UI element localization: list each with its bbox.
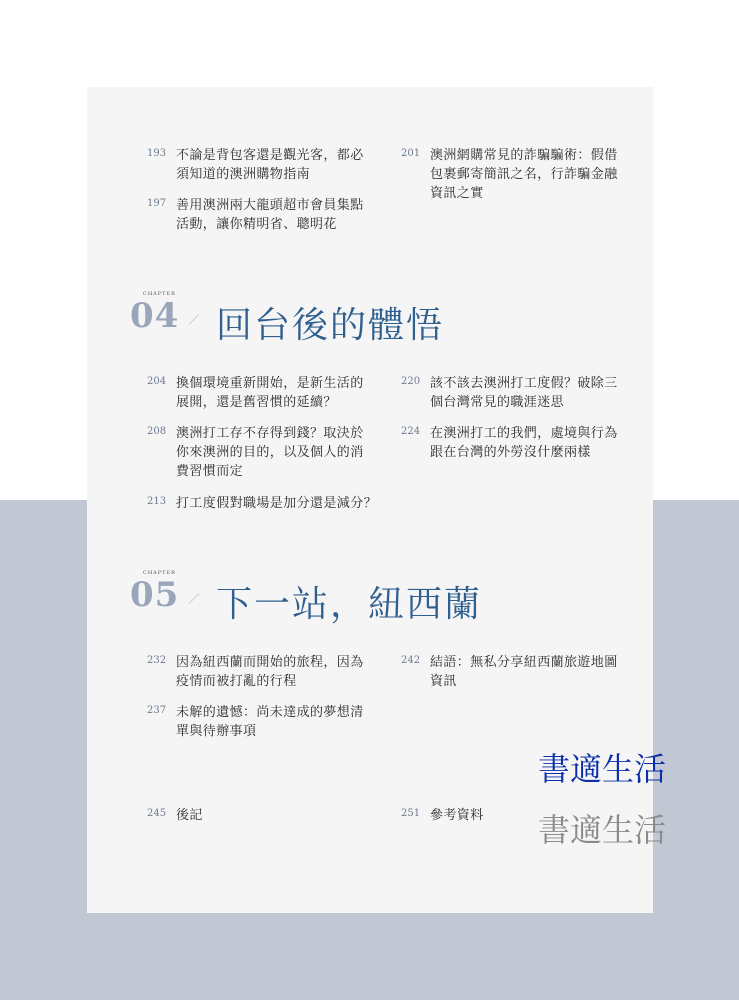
watermark-blue: 書適生活	[538, 750, 667, 788]
chapter-title: 下一站，紐西蘭	[216, 584, 483, 625]
chapter-number: 04	[130, 296, 180, 336]
page-number: 197	[147, 198, 167, 209]
chapter-number: 05	[130, 575, 180, 615]
entry-title: 在澳洲打工的我們，處境與行為跟在台灣的外勞沒什麼兩樣	[430, 426, 618, 460]
entry-title: 該不該去澳洲打工度假？破除三個台灣常見的職涯迷思	[430, 376, 618, 410]
watermark-gray: 書適生活	[538, 811, 667, 849]
page-number: 213	[147, 496, 167, 507]
page-number: 237	[147, 705, 167, 716]
page-number: 224	[401, 426, 421, 437]
entry-title: 不論是背包客還是觀光客，都必須知道的澳洲購物指南	[176, 148, 364, 182]
page-number: 201	[401, 148, 421, 159]
page-number: 193	[147, 148, 167, 159]
entry-title: 換個環境重新開始，是新生活的展開，還是舊習慣的延續？	[176, 376, 364, 410]
page-number: 242	[401, 655, 421, 666]
page-number: 251	[401, 808, 421, 819]
entry-title: 打工度假對職場是加分還是減分？	[176, 496, 378, 511]
chapter-title: 回台後的體悟	[216, 305, 445, 346]
entry-title: 澳洲打工存不存得到錢？取決於你來澳洲的目的，以及個人的消費習慣而定	[176, 426, 364, 479]
page-number: 204	[147, 376, 167, 387]
entry-title: 善用澳洲兩大龍頭超市會員集點活動，讓你精明省、聰明花	[176, 198, 364, 232]
chapter-divider	[189, 593, 200, 604]
chapter-label: CHAPTER	[143, 291, 176, 297]
entry-title: 因為紐西蘭而開始的旅程，因為疫情而被打亂的行程	[176, 655, 364, 689]
entry-title: 未解的遺憾：尚未達成的夢想清單與待辦事項	[176, 705, 364, 739]
entry-title: 參考資料	[430, 808, 484, 823]
page-number: 232	[147, 655, 167, 666]
page-number: 208	[147, 426, 167, 437]
chapter-divider	[189, 314, 200, 325]
entry-title: 結語：無私分享紐西蘭旅遊地圖資訊	[430, 655, 618, 689]
page-number: 245	[147, 808, 167, 819]
chapter-label: CHAPTER	[143, 570, 176, 576]
entry-title: 澳洲網購常見的詐騙騙術：假借包裹郵寄簡訊之名，行詐騙金融資訊之實	[430, 148, 618, 201]
entry-title: 後記	[176, 808, 203, 823]
page-number: 220	[401, 376, 421, 387]
